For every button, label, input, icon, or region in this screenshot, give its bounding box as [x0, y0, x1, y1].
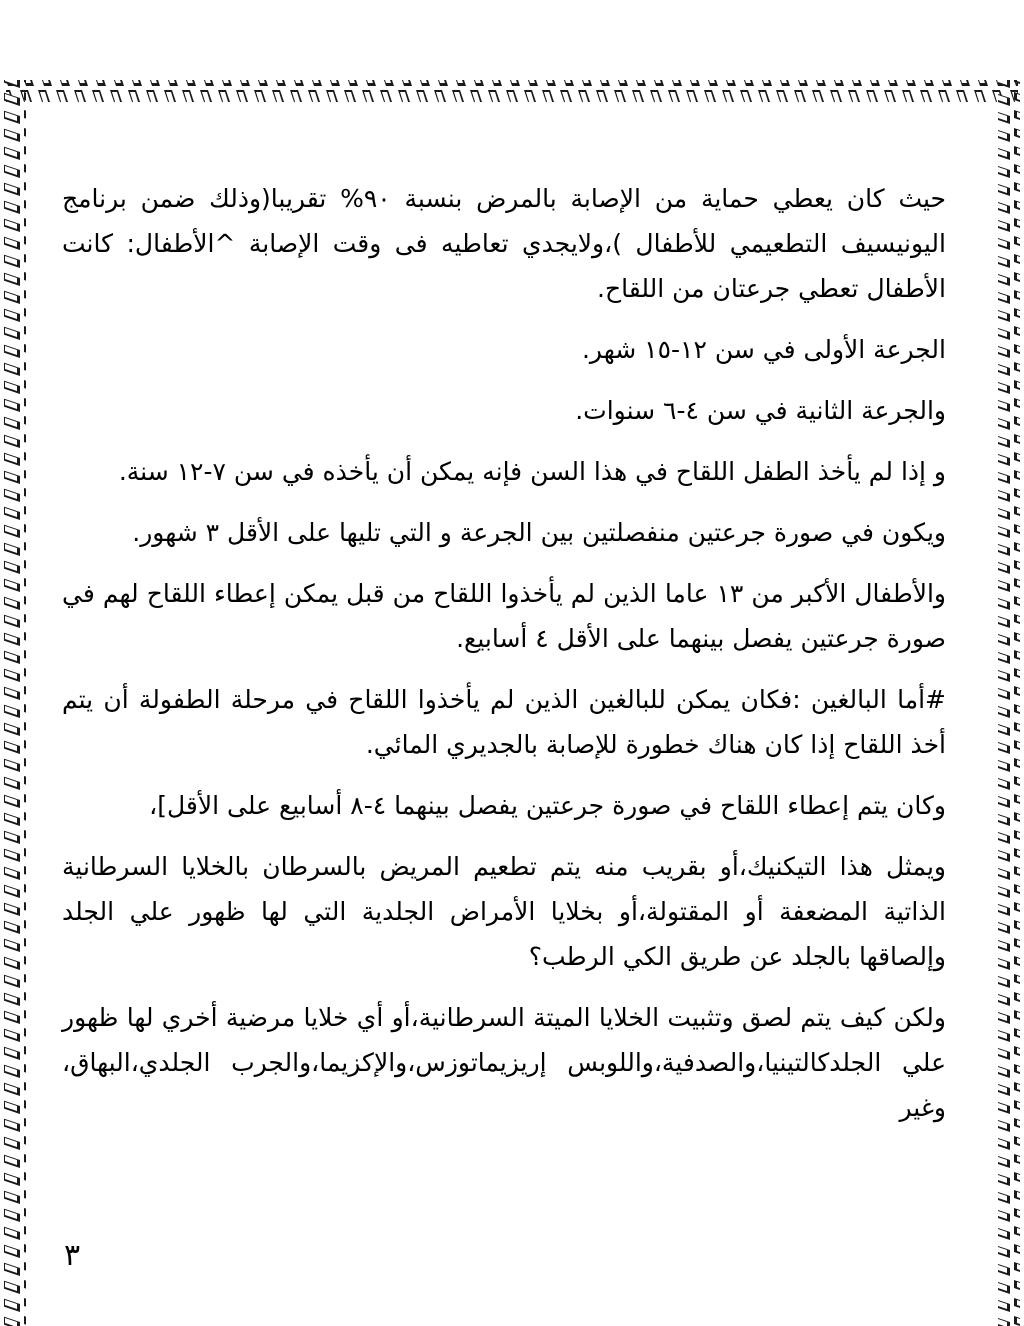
paragraph-older-children: والأطفال الأكبر من ١٣ عاما الذين لم يأخذوا اللقاح من قبل يمكن إعطاء اللقاح لهم في صورة جرعتين يفصل بينهما على الأقل ٤ أسابيع. [62, 579, 946, 653]
paragraph-cancer-technique: ويمثل هذا التيكنيك،أو بقريب منه يتم تطعيم المريض بالسرطان بالخلايا السرطانية الذاتية المضعفة أو المقتولة،أو بخلايا الأمراض الجلدية التي لها ظهور علي الجلد وإلصاقها بالجلد عن طريق الكي الرطب؟ [62, 852, 946, 971]
paragraph-fixation-question: ولكن كيف يتم لصق وتثبيت الخلايا الميتة السرطانية،أو أي خلايا مرضية أخري لها ظهور علي الجلدكالتينيا،والصدفية،واللوبس إريزيماتوزس،والإكزيما،والجرب الجلدي،البهاق، وغير [62, 1003, 946, 1122]
paragraph-second-dose: والجرعة الثانية في سن ٤-٦ سنوات. [575, 396, 946, 425]
page-number: ٣ [64, 1238, 81, 1273]
paragraph-vaccine-protection: حيث كان يعطي حماية من الإصابة بالمرض بنسبة ٩٠% تقريبا(وذلك ضمن برنامج اليونيسيف التطعيمي للأطفال )،ولايجدي تعاطيه فى وقت الإصابة ^الأطفال: كانت الأطفال تعطي جرعتان من اللقاح. [62, 184, 947, 303]
paragraph-adults: #أما البالغين :فكان يمكن للبالغين الذين لم يأخذوا اللقاح في مرحلة الطفولة أن يتم أخذ اللقاح إذا كان هناك خطورة للإصابة بالجديري المائي. [62, 685, 946, 759]
paragraph-dose-interval: ويكون في صورة جرعتين منفصلتين بين الجرعة و التي تليها على الأقل ٣ شهور. [132, 518, 946, 547]
paragraph-late-vaccination: و إذا لم يأخذ الطفل اللقاح في هذا السن فإنه يمكن أن يأخذه في سن ٧-١٢ سنة. [118, 457, 946, 486]
page-body [62, 176, 946, 1146]
paragraph-adult-doses: وكان يتم إعطاء اللقاح في صورة جرعتين يفصل بينهما ٤-٨ أسابيع على الأقل]، [149, 791, 946, 820]
paragraph-first-dose: الجرعة الأولى في سن ١٢-١٥ شهر. [581, 335, 946, 364]
